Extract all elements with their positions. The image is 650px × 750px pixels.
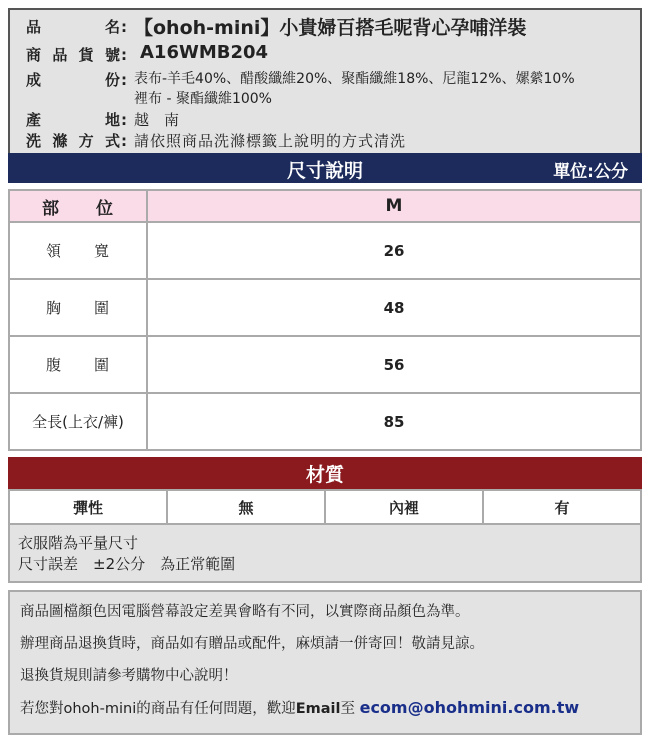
origin-value: 越 南 bbox=[134, 111, 180, 129]
label-char: 滌 bbox=[52, 132, 69, 150]
label-char: 產 bbox=[26, 111, 43, 129]
row-value: 85 bbox=[147, 393, 641, 450]
size-unit: 單位:公分 bbox=[553, 162, 628, 182]
elasticity-value: 無 bbox=[167, 490, 325, 524]
label-char: 品 bbox=[26, 18, 43, 36]
material-header: 材質 bbox=[8, 457, 642, 489]
lining-label: 內裡 bbox=[325, 490, 483, 524]
product-info-panel bbox=[8, 8, 642, 154]
size-table bbox=[8, 189, 642, 451]
table-row bbox=[9, 222, 641, 279]
product-name: 【ohoh-mini】小貴婦百搭毛呢背心孕哺洋裝 bbox=[134, 17, 527, 39]
disclaimer-line: 辦理商品退換貨時，商品如有贈品或配件，麻煩請一併寄回！敬請見諒。 bbox=[20, 636, 484, 652]
label-char: 名: bbox=[105, 18, 128, 36]
label-char: 號: bbox=[104, 46, 128, 64]
label-char: 成 bbox=[26, 71, 43, 89]
size-section-header bbox=[8, 153, 642, 183]
composition-outer: 表布-羊毛40%、醋酸纖維20%、聚酯纖維18%、尼龍12%、嫘縈10% bbox=[134, 71, 575, 87]
row-part: 領 寬 bbox=[9, 222, 147, 279]
origin-row bbox=[26, 109, 179, 130]
size-table-header bbox=[9, 190, 641, 222]
table-row bbox=[9, 279, 641, 336]
label-char: 式: bbox=[104, 132, 128, 150]
label-char: 商 bbox=[26, 46, 43, 64]
row-value: 26 bbox=[147, 222, 641, 279]
label-char: 方 bbox=[78, 132, 95, 150]
row-value: 48 bbox=[147, 279, 641, 336]
disclaimer-line: 商品圖檔顏色因電腦營幕設定差異會略有不同，以實際商品顏色為準。 bbox=[20, 604, 470, 620]
label-char: 地: bbox=[105, 111, 128, 129]
row-value: 56 bbox=[147, 336, 641, 393]
note-line: 尺寸誤差 ±2公分 為正常範圍 bbox=[18, 555, 236, 573]
sku-row bbox=[26, 44, 268, 65]
composition-lining: 裡布 - 聚酯纖維100% bbox=[134, 91, 272, 107]
contact-prefix: 若您對ohoh-mini的商品有任何問題，歡迎 bbox=[20, 701, 296, 717]
table-row bbox=[9, 490, 641, 524]
table-row bbox=[9, 393, 641, 450]
material-table bbox=[8, 489, 642, 525]
label-char: 份: bbox=[105, 71, 128, 89]
measurement-note bbox=[8, 523, 642, 583]
label-char: 品 bbox=[52, 46, 69, 64]
row-part: 腹 圍 bbox=[9, 336, 147, 393]
label-char: 洗 bbox=[26, 132, 43, 150]
disclaimer-line: 退換貨規則請參考購物中心說明！ bbox=[20, 668, 238, 684]
row-part: 全長(上衣/褲) bbox=[9, 393, 147, 450]
wash-row bbox=[26, 130, 406, 151]
contact-line bbox=[20, 696, 630, 728]
email-label: Email bbox=[295, 701, 341, 717]
sku-value: A16WMB204 bbox=[140, 42, 269, 63]
note-line: 衣服階為平量尺寸 bbox=[18, 534, 139, 552]
label-char: 貨 bbox=[78, 46, 95, 64]
product-name-row bbox=[26, 16, 526, 40]
size-header: M bbox=[147, 190, 641, 222]
part-header: 部 位 bbox=[9, 190, 147, 222]
wash-value: 請依照商品洗滌標籤上說明的方式清洗 bbox=[134, 132, 407, 150]
row-part: 胸 圍 bbox=[9, 279, 147, 336]
composition-row bbox=[26, 69, 575, 109]
disclaimer-panel bbox=[8, 590, 642, 735]
table-row bbox=[9, 336, 641, 393]
contact-mid: 至 bbox=[340, 701, 360, 717]
email-link[interactable]: ecom@ohohmini.com.tw bbox=[359, 698, 580, 717]
elasticity-label: 彈性 bbox=[9, 490, 167, 524]
size-section-title: 尺寸說明 bbox=[286, 160, 363, 182]
lining-value: 有 bbox=[483, 490, 641, 524]
